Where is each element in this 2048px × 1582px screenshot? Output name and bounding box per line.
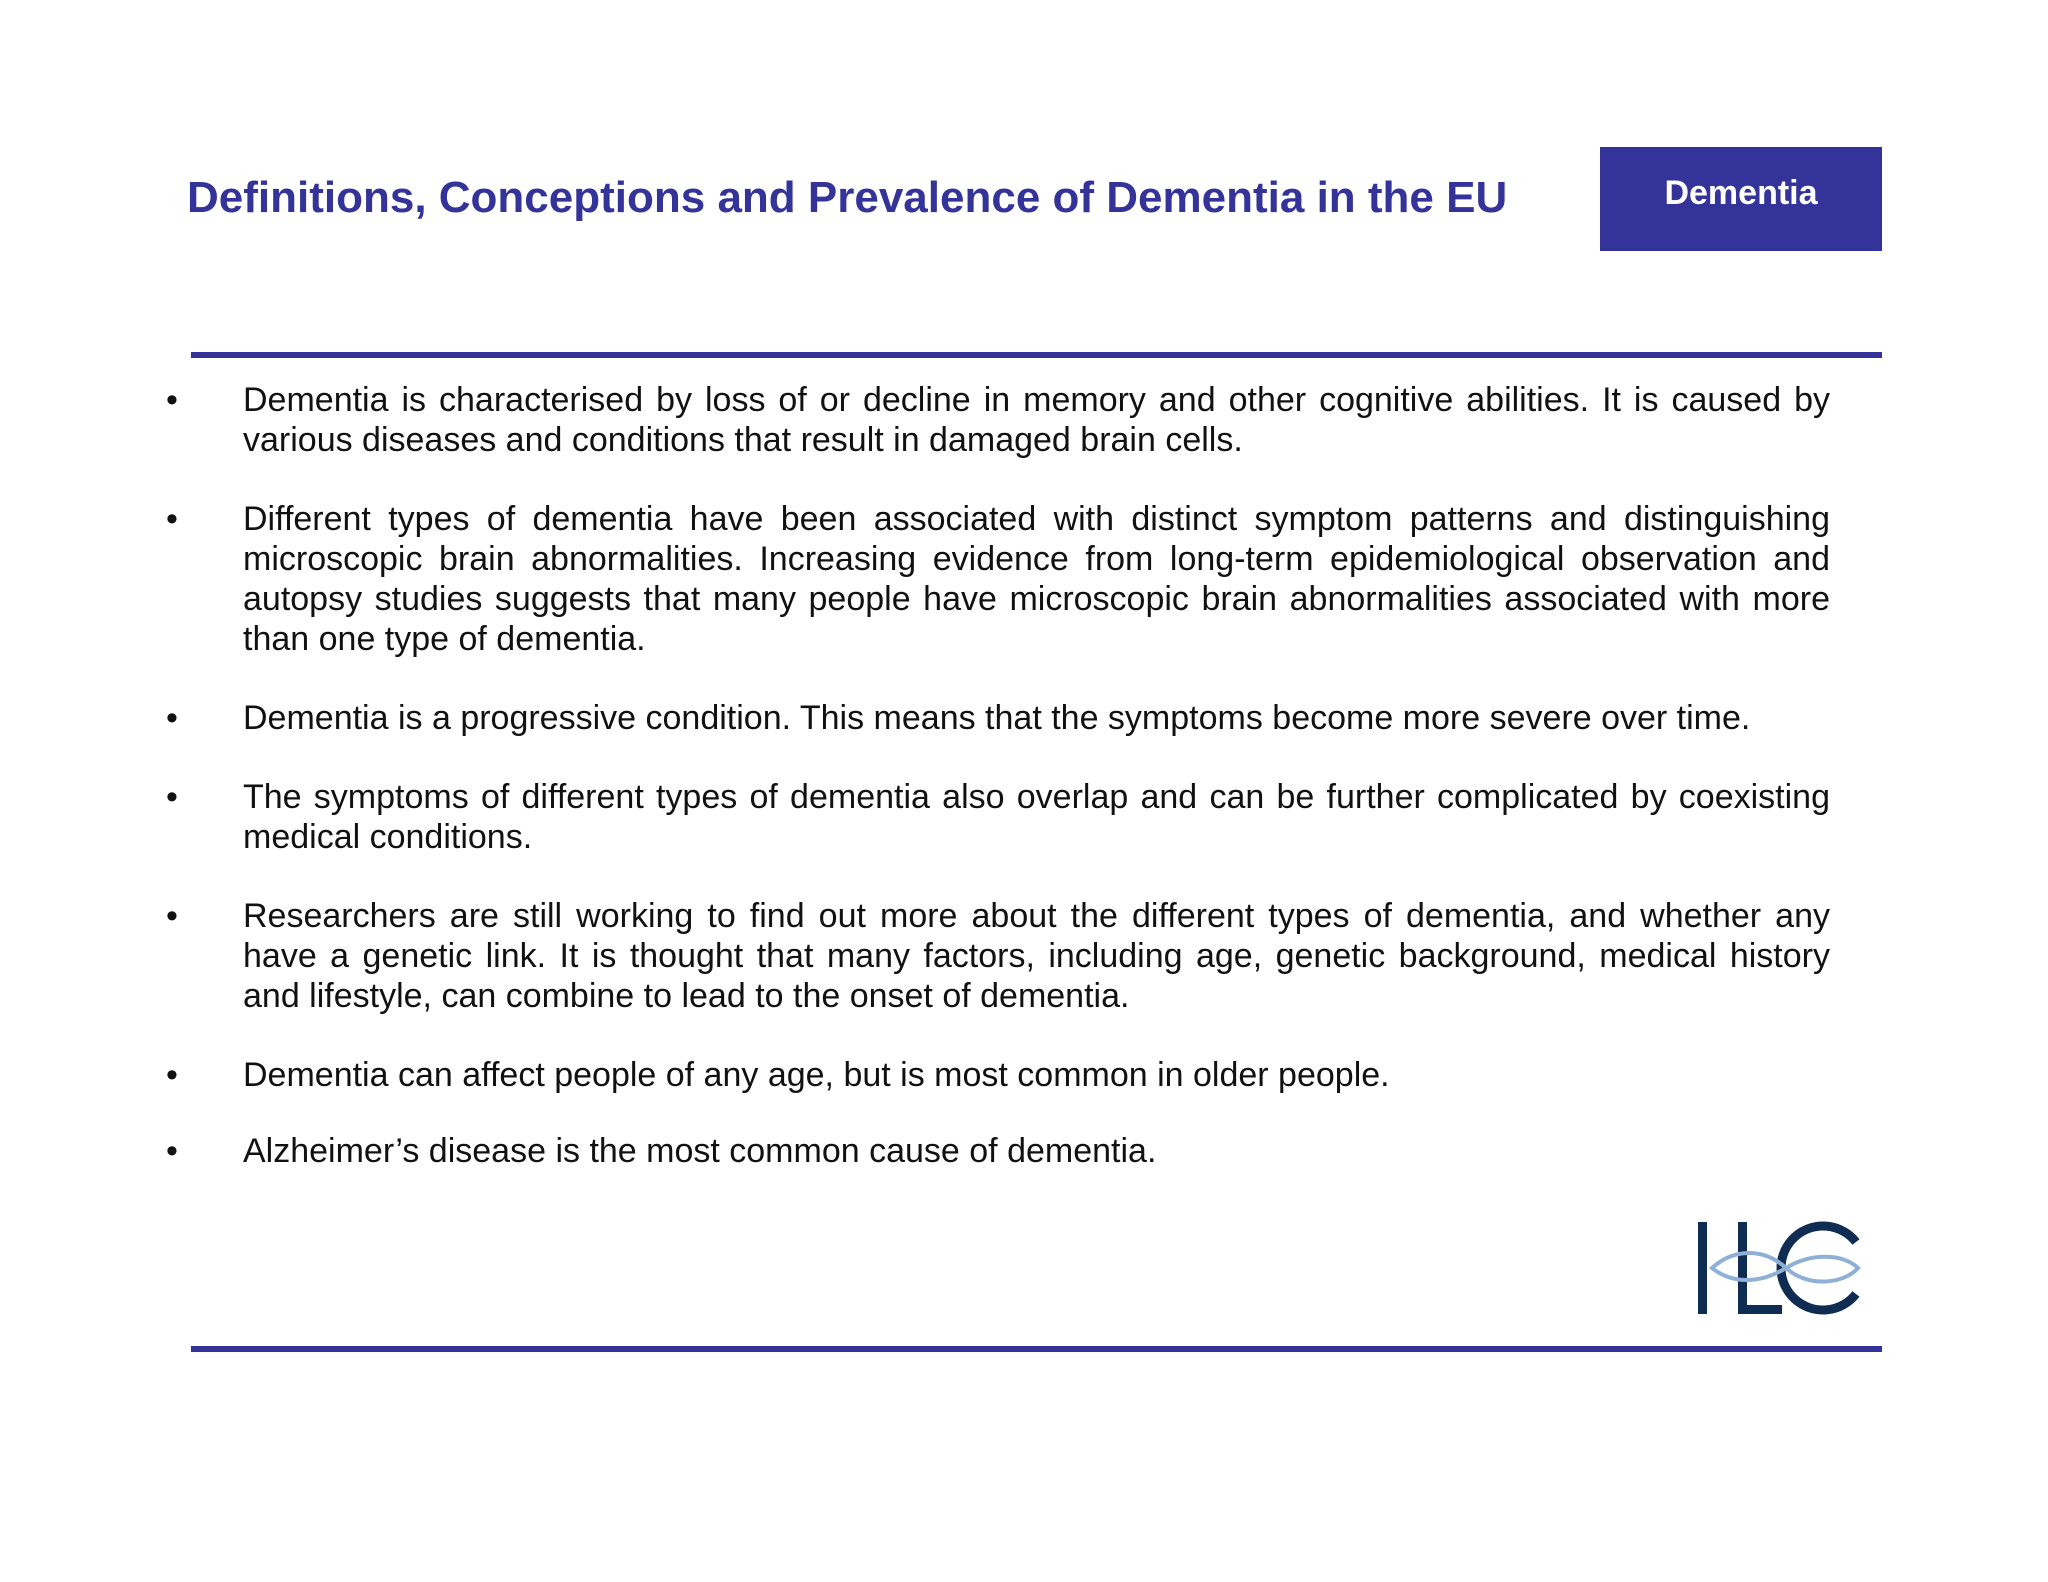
bullet-item (166, 1055, 1830, 1095)
page-title: Definitions, Conceptions and Prevalence of Dementia in the EU (187, 173, 1508, 222)
bullet-text: Alzheimer’s disease is the most common cause of dementia. (243, 1132, 1157, 1170)
bullet-item (166, 380, 1830, 460)
bullet-dot-icon: • (166, 897, 178, 935)
bullet-dot-icon: • (166, 1132, 178, 1170)
bullet-item (166, 698, 1830, 738)
bullet-item (166, 1131, 1830, 1171)
bullet-dot-icon: • (166, 500, 178, 538)
bullet-text: Dementia is characterised by loss of or decline in memory and other cognitive abilities. It is caused by various diseases and conditions that result in damaged brain cells. (243, 381, 1830, 459)
bullet-dot-icon: • (166, 381, 178, 419)
ilc-logo (1694, 1218, 1864, 1318)
bullet-text: Dementia is a progressive condition. This means that the symptoms become more severe over time. (243, 699, 1751, 737)
bullet-dot-icon: • (166, 699, 178, 737)
bullet-text: The symptoms of different types of dementia also overlap and can be further complicated by coexisting medical conditions. (243, 778, 1830, 856)
section-tab: Dementia (1600, 147, 1882, 251)
bullet-item (166, 777, 1830, 857)
bottom-divider (191, 1346, 1882, 1352)
bullet-list (166, 380, 1830, 1210)
bullet-text: Dementia can affect people of any age, but is most common in older people. (243, 1056, 1390, 1094)
bullet-dot-icon: • (166, 1056, 178, 1094)
bullet-text: Different types of dementia have been associated with distinct symptom patterns and distinguishing microscopic brain abnormalities. Increasing evidence from long-term epidemiological observation and autopsy studies suggests that many people have microscopic brain abnormalities associated with more than one type of dementia. (243, 500, 1830, 658)
bullet-item (166, 896, 1830, 1016)
bullet-dot-icon: • (166, 778, 178, 816)
top-divider (191, 352, 1882, 358)
bullet-text: Researchers are still working to find out more about the different types of dementia, and whether any have a genetic link. It is thought that many factors, including age, genetic background, medical history and lifestyle, can combine to lead to the onset of dementia. (243, 897, 1830, 1015)
bullet-item (166, 499, 1830, 659)
